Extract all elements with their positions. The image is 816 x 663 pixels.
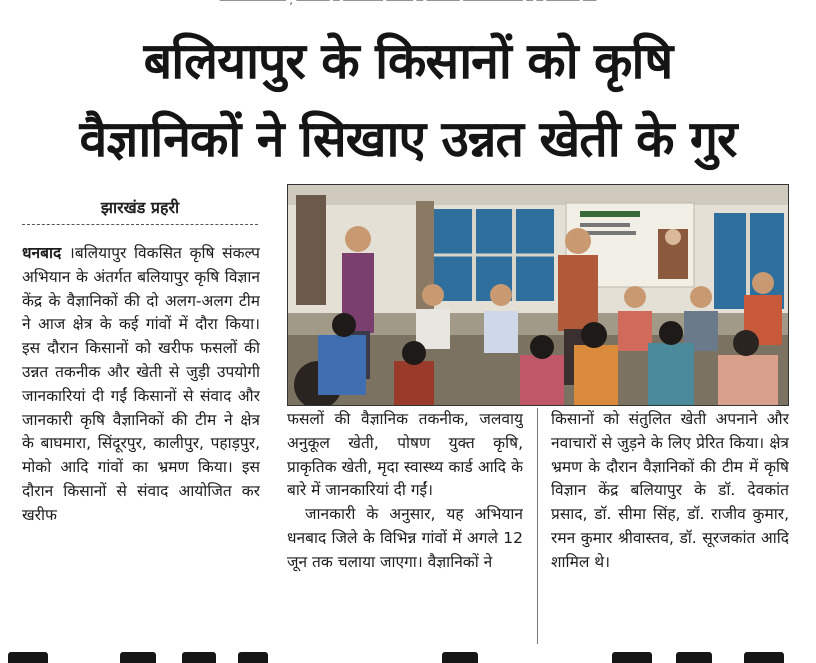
news-photo bbox=[287, 184, 789, 406]
clipped-next-headline bbox=[0, 648, 816, 663]
article-column-1 bbox=[22, 242, 260, 642]
column-1-text: बलियापुर विकसित कृषि संकल्प अभियान के अंतर्गत बलियापुर कृषि विज्ञान केंद्र के वैज्ञानिकों की दो अलग-अलग टीम ने आज क्षेत्र के कई गांवों में दौरा किया। इस दौरान किसानों को खरीफ फसलों की उन्नत तकनीक और खेती से जुड़ी उपयोगी जानकारियां दी गईं किसानों से संवाद और जानकारी कृषि वैज्ञानिकों की टीम ने क्षेत्र के बाघमारा, सिंदूरपुर, कालीपुर, पहाड़पुर, मोको आदि गांवों का भ्रमण किया। इस दौरान किसानों से संवाद आयोजित कर खरीफ bbox=[22, 244, 260, 524]
byline: झारखंड प्रहरी bbox=[22, 196, 258, 225]
article-column-3 bbox=[551, 408, 789, 644]
headline-line-2: वैज्ञानिकों ने सिखाए उन्नत खेती के गुर bbox=[79, 110, 737, 168]
clipped-previous-text bbox=[0, 0, 816, 6]
column-divider-1 bbox=[537, 408, 538, 644]
column-2-paragraph-1: फसलों की वैज्ञानिक तकनीक, जलवायु अनुकूल खेती, पोषण युक्त कृषि, प्राकृतिक खेती, मृदा स्वास्थ्य कार्ड आदि के बारे में जानकारियां दी गईं। bbox=[287, 410, 523, 500]
dateline-separator: । bbox=[61, 244, 75, 262]
dateline: धनबाद bbox=[22, 244, 62, 262]
column-2-paragraph-2: जानकारी के अनुसार, यह अभियान धनबाद जिले के विभिन्न गांवों में अगले 12 जून तक चलाया जाएगा। वैज्ञानिकों ने bbox=[287, 505, 523, 571]
column-3-text: किसानों को संतुलित खेती अपनाने और नवाचारों से जुड़ने के लिए प्रेरित किया। क्षेत्र भ्रमण के दौरान वैज्ञानिकों की टीम में कृषि विज्ञान केंद्र बलियापुर के डॉ. देवकांत प्रसाद, डॉ. सीमा सिंह, डॉ. राजीव कुमार, रमन कुमार श्रीवास्तव, डॉ. सूरजकांत आदि शामिल थे। bbox=[551, 410, 789, 571]
headline-line-1: बलियापुर के किसानों को कृषि bbox=[143, 32, 673, 90]
photo-illustration bbox=[288, 185, 789, 406]
article-column-2 bbox=[287, 408, 523, 644]
